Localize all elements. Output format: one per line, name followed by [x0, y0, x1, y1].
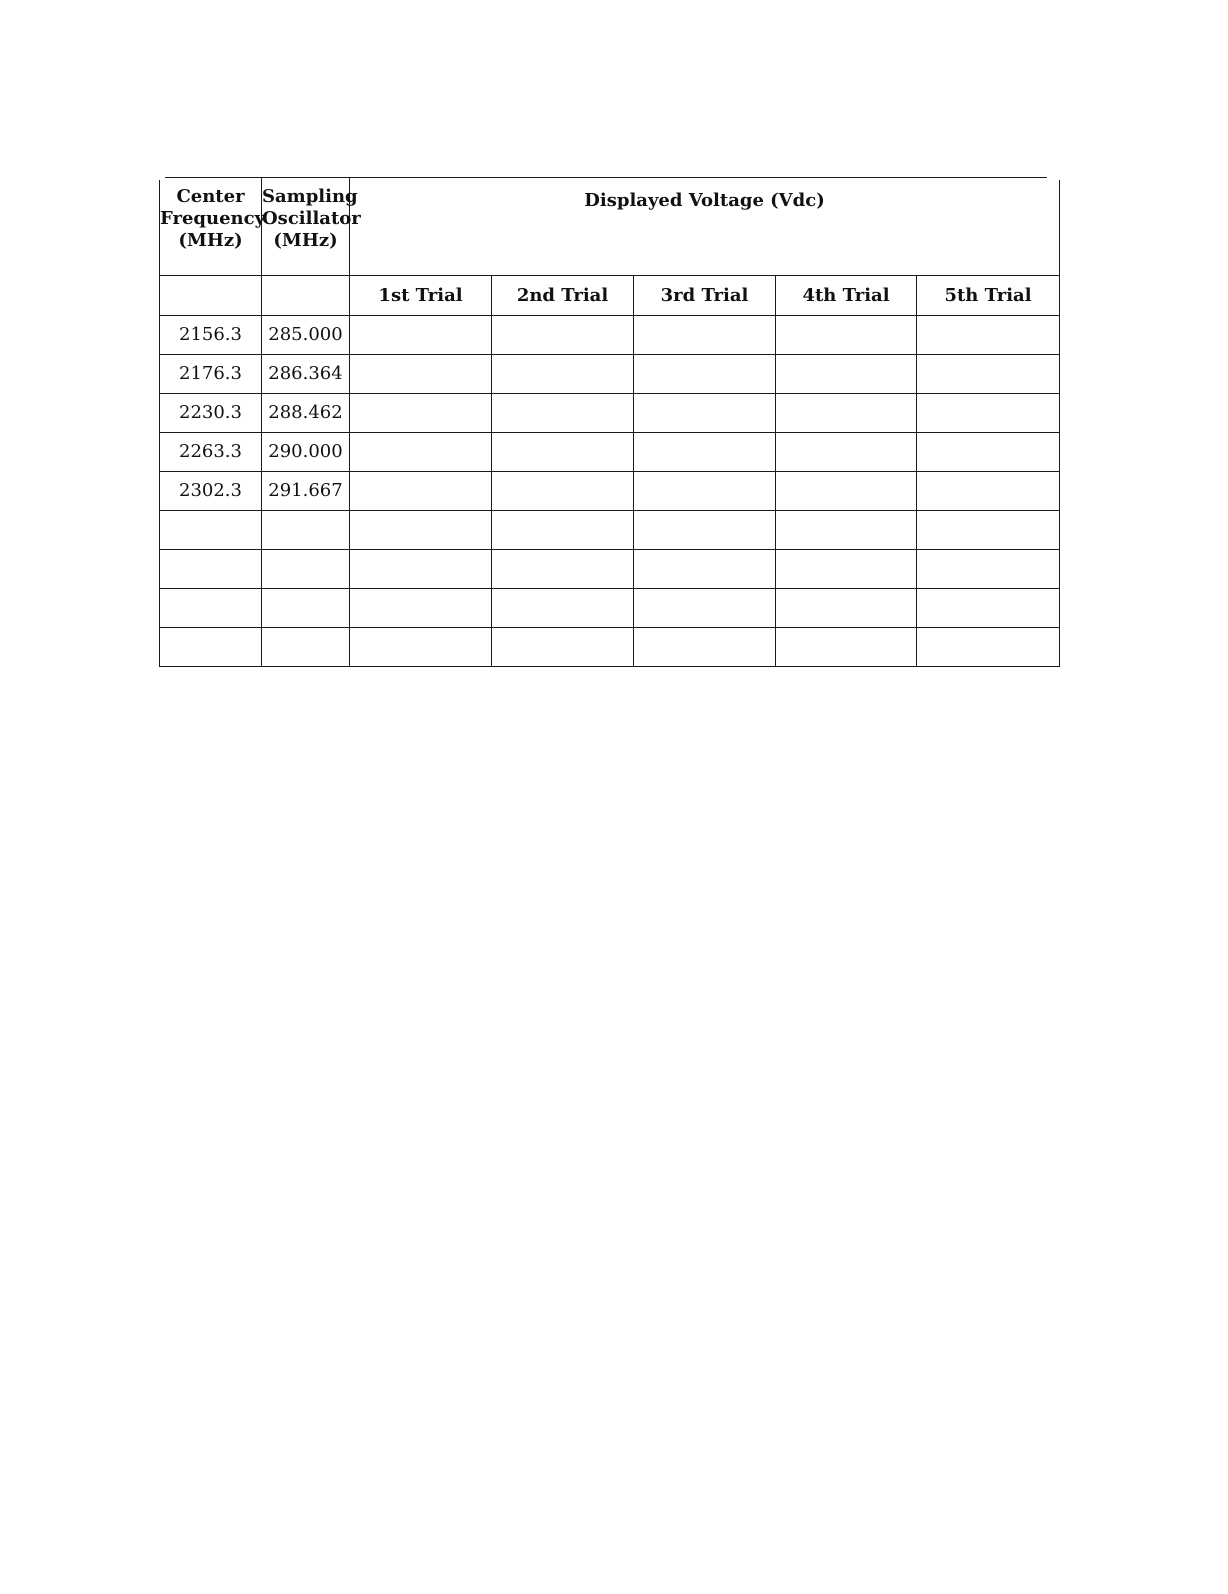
trial-3-cell	[634, 394, 776, 433]
trial-4-cell	[776, 472, 917, 511]
center-frequency-cell	[160, 550, 262, 589]
trial-1-cell	[350, 394, 492, 433]
table-row	[160, 355, 1060, 394]
sampling-oscillator-cell: 286.364	[262, 355, 350, 394]
trial-4-header: 4th Trial	[776, 276, 917, 316]
trial-1-cell	[350, 628, 492, 667]
center-frequency-cell: 2302.3	[160, 472, 262, 511]
center-frequency-cell: 2176.3	[160, 355, 262, 394]
trial-2-cell	[492, 511, 634, 550]
trial-5-cell	[917, 394, 1060, 433]
trial-3-cell	[634, 472, 776, 511]
table-row	[160, 472, 1060, 511]
center-frequency-header	[160, 178, 266, 276]
sampling-oscillator-header-line-3: (MHz)	[273, 230, 338, 251]
trial-5-header: 5th Trial	[917, 276, 1060, 316]
trial-2-cell	[492, 589, 634, 628]
sampling-oscillator-cell: 291.667	[262, 472, 350, 511]
trial-4-cell	[776, 550, 917, 589]
table-row	[160, 394, 1060, 433]
trial-1-cell	[350, 511, 492, 550]
trial-3-cell	[634, 316, 776, 355]
trial-4-cell	[776, 355, 917, 394]
trial-1-cell	[350, 589, 492, 628]
center-frequency-cell: 2156.3	[160, 316, 262, 355]
trial-5-cell	[917, 511, 1060, 550]
trial-2-cell	[492, 628, 634, 667]
table-row	[160, 589, 1060, 628]
table-row	[160, 316, 1060, 355]
center-frequency-header-line-2: Frequency	[160, 208, 266, 229]
trial-4-cell	[776, 589, 917, 628]
trial-5-cell	[917, 628, 1060, 667]
table-row	[160, 550, 1060, 589]
sampling-oscillator-cell: 285.000	[262, 316, 350, 355]
center-frequency-cell	[160, 511, 262, 550]
trial-2-cell	[492, 472, 634, 511]
trial-3-header: 3rd Trial	[634, 276, 776, 316]
sampling-oscillator-header-line-2: Oscillator	[262, 208, 361, 229]
sampling-oscillator-cell: 288.462	[262, 394, 350, 433]
center-frequency-cell	[160, 628, 262, 667]
sampling-oscillator-cell	[262, 511, 350, 550]
trial-2-cell	[492, 355, 634, 394]
header-row-titles	[160, 178, 1060, 276]
trial-4-cell	[776, 316, 917, 355]
center-frequency-cell: 2230.3	[160, 394, 262, 433]
trial-5-cell	[917, 589, 1060, 628]
trial-5-cell	[917, 472, 1060, 511]
sampling-oscillator-subheader-blank	[262, 276, 350, 316]
sampling-oscillator-cell	[262, 550, 350, 589]
center-frequency-cell	[160, 589, 262, 628]
table-row	[160, 511, 1060, 550]
center-frequency-subheader-blank	[160, 276, 262, 316]
trial-5-cell	[917, 316, 1060, 355]
trial-3-cell	[634, 628, 776, 667]
displayed-voltage-table	[159, 177, 1060, 667]
trial-4-cell	[776, 628, 917, 667]
trial-3-cell	[634, 589, 776, 628]
table-row	[160, 628, 1060, 667]
center-frequency-cell: 2263.3	[160, 433, 262, 472]
trial-3-cell	[634, 355, 776, 394]
trial-3-cell	[634, 511, 776, 550]
trial-1-cell	[350, 472, 492, 511]
trial-1-cell	[350, 355, 492, 394]
trial-1-cell	[350, 433, 492, 472]
trial-2-header: 2nd Trial	[492, 276, 634, 316]
header-row-trials	[160, 276, 1060, 316]
trial-5-cell	[917, 355, 1060, 394]
trial-5-cell	[917, 550, 1060, 589]
trial-3-cell	[634, 433, 776, 472]
sampling-oscillator-cell	[262, 628, 350, 667]
table-row	[160, 433, 1060, 472]
trial-4-cell	[776, 433, 917, 472]
sampling-oscillator-header	[262, 178, 361, 276]
trial-1-header: 1st Trial	[350, 276, 492, 316]
sampling-oscillator-cell: 290.000	[262, 433, 350, 472]
voltage-record-form	[159, 177, 1059, 655]
trial-4-cell	[776, 394, 917, 433]
trial-2-cell	[492, 394, 634, 433]
form-edge-gap-left	[159, 175, 165, 180]
trial-1-cell	[350, 316, 492, 355]
trial-2-cell	[492, 550, 634, 589]
form-edge-gap-right	[1047, 175, 1061, 180]
trial-2-cell	[492, 433, 634, 472]
center-frequency-header-line-3: (MHz)	[178, 230, 243, 251]
trial-1-cell	[350, 550, 492, 589]
center-frequency-header-line-1: Center	[176, 186, 245, 207]
trial-4-cell	[776, 511, 917, 550]
trial-3-cell	[634, 550, 776, 589]
trial-2-cell	[492, 316, 634, 355]
sampling-oscillator-header-line-1: Sampling	[262, 186, 358, 207]
displayed-voltage-header: Displayed Voltage (Vdc)	[350, 178, 1060, 276]
trial-5-cell	[917, 433, 1060, 472]
sampling-oscillator-cell	[262, 589, 350, 628]
